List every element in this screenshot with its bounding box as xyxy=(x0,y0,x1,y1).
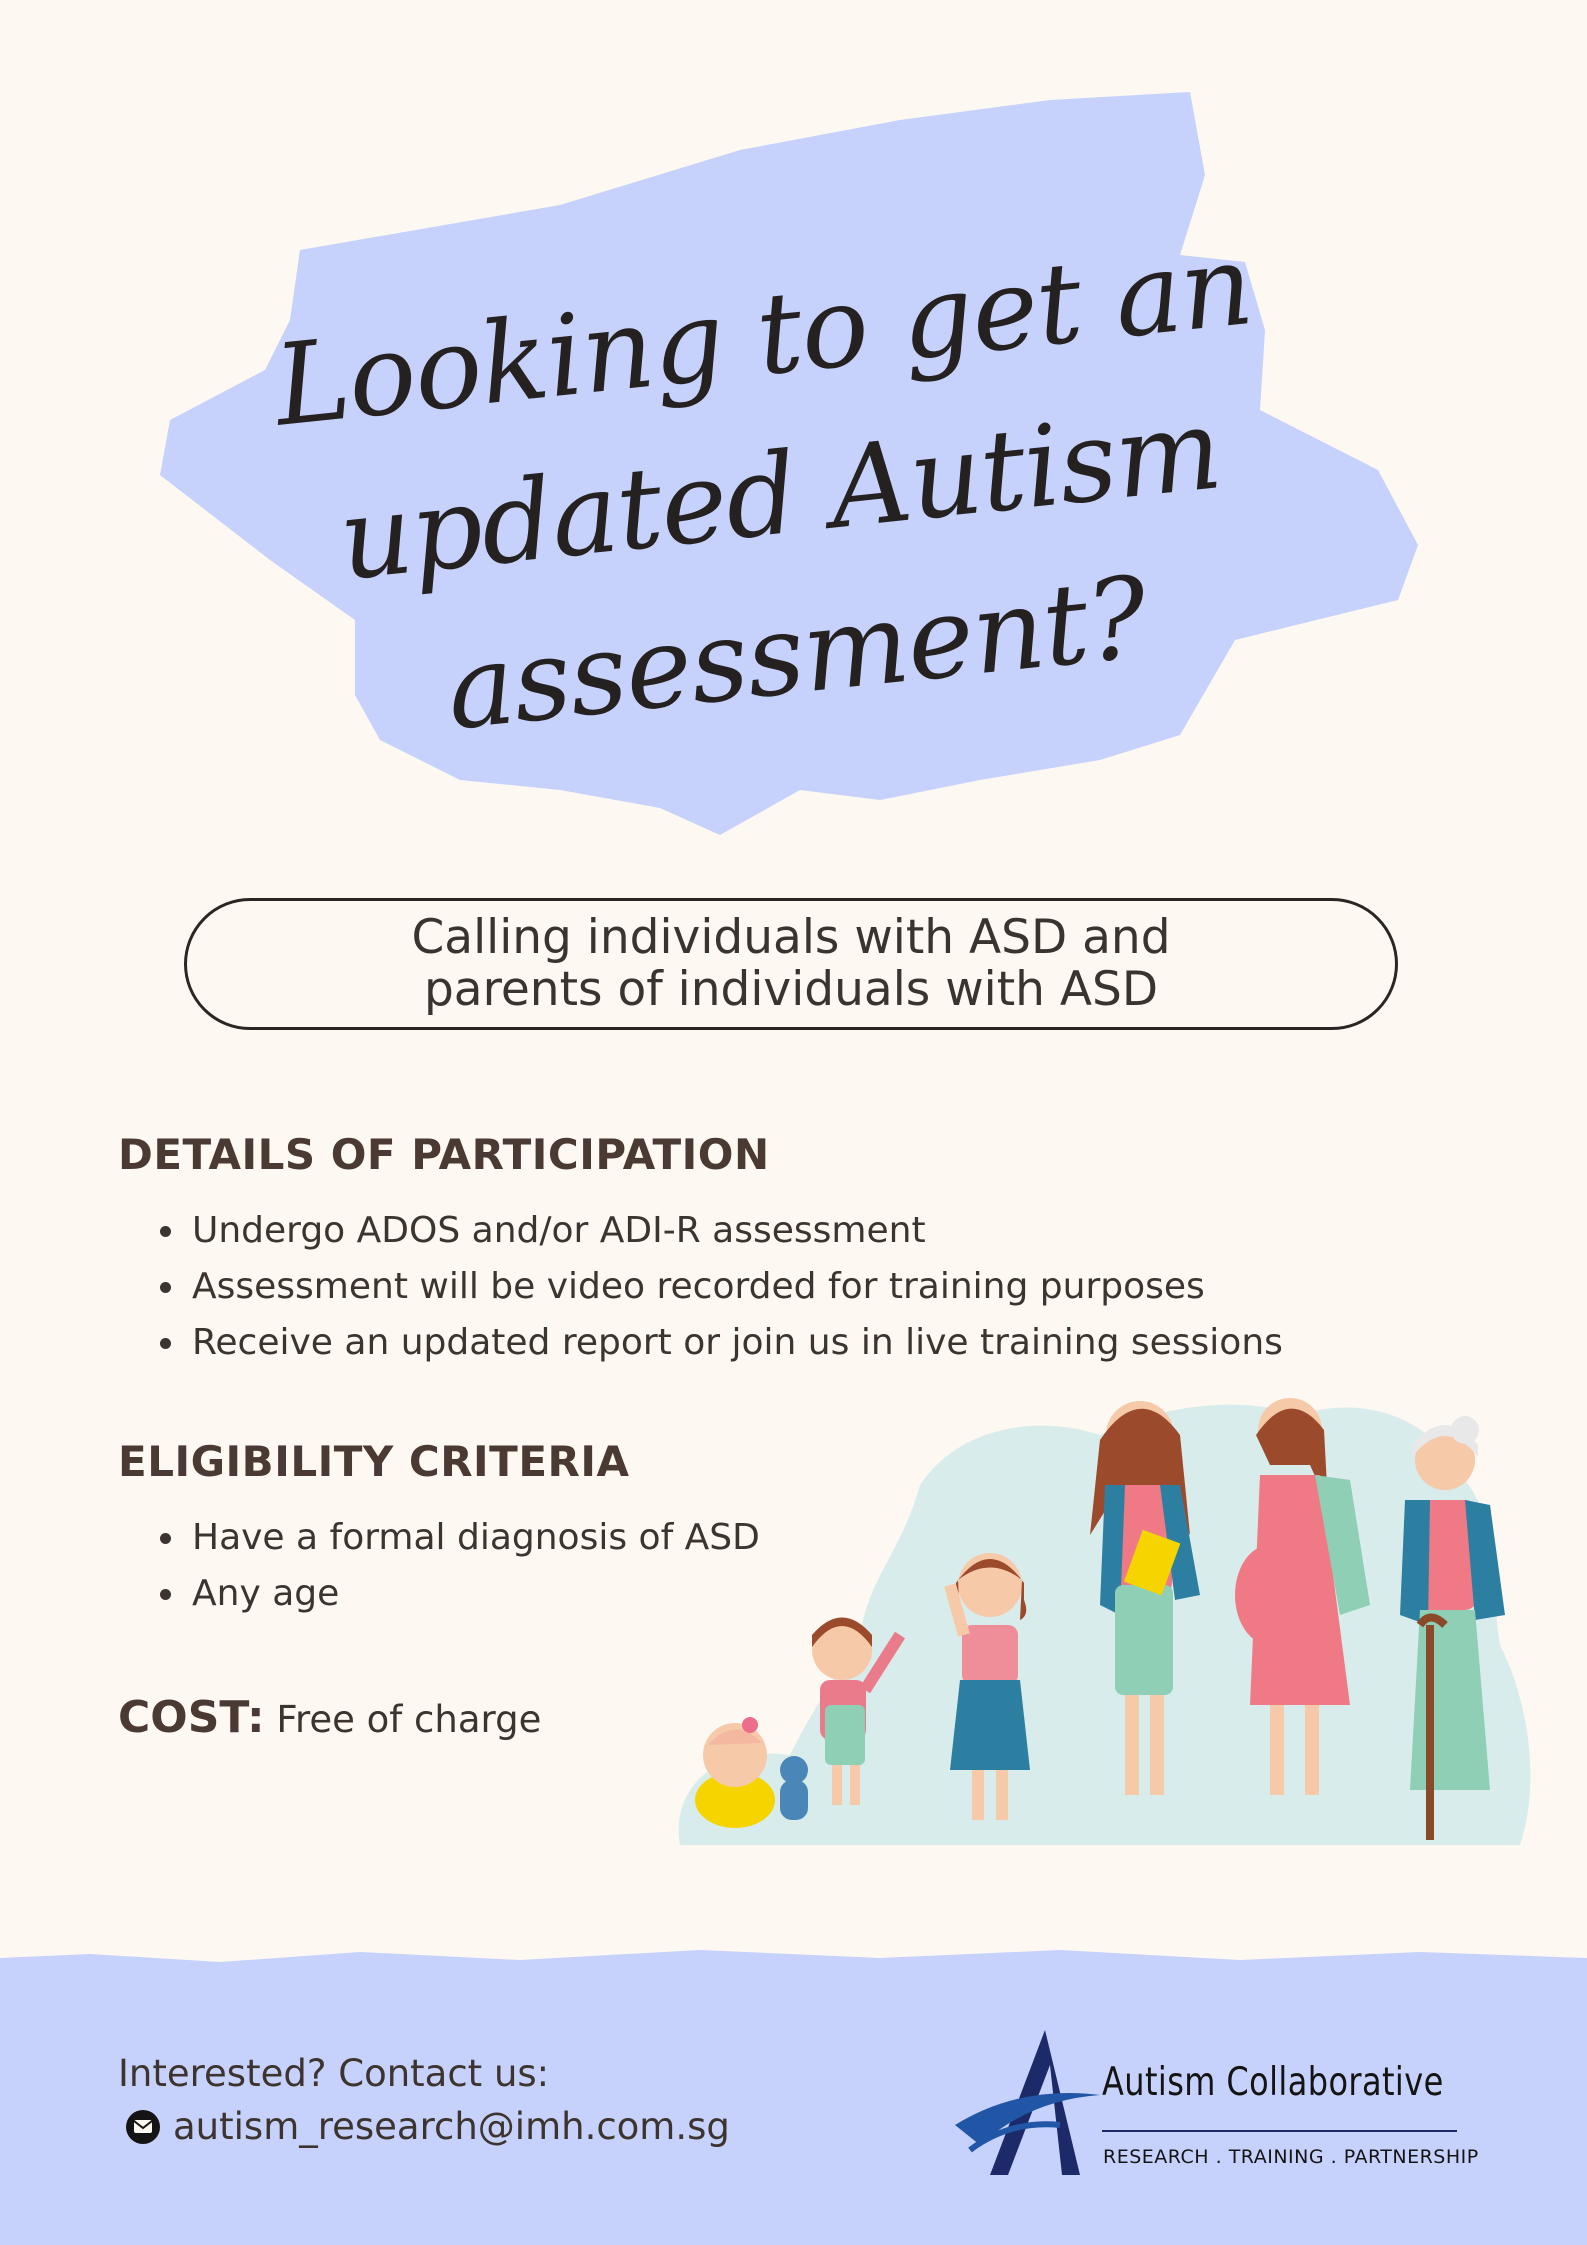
baby-figure xyxy=(695,1717,808,1828)
contact-email[interactable]: autism_research@imh.com.sg xyxy=(173,2105,730,2148)
headline: Looking to get an updated Autism assessment? xyxy=(268,219,1258,756)
age-stages-illustration xyxy=(660,1385,1540,1845)
contact-email-row[interactable] xyxy=(125,2105,730,2148)
cost-value: Free of charge xyxy=(276,1698,542,1741)
details-list xyxy=(150,1203,1283,1371)
eligibility-item: • Any age xyxy=(188,1566,760,1622)
logo-name: Autism Collaborative xyxy=(1102,2060,1444,2105)
cost-label: COST: xyxy=(118,1692,265,1743)
eligibility-item: • Have a formal diagnosis of ASD xyxy=(188,1510,760,1566)
target-audience-banner xyxy=(184,898,1398,1030)
eligibility-heading: ELIGIBILITY CRITERIA xyxy=(118,1437,630,1486)
cost-line xyxy=(118,1692,541,1743)
logo-tagline: RESEARCH . TRAINING . PARTNERSHIP xyxy=(1103,2146,1479,2168)
details-item: • Undergo ADOS and/or ADI-R assessment xyxy=(188,1203,1283,1259)
target-audience-line-2: parents of individuals with ASD xyxy=(423,962,1159,1017)
logo-divider xyxy=(1102,2130,1457,2132)
details-item: • Receive an updated report or join us in live training sessions xyxy=(188,1315,1283,1371)
details-item: • Assessment will be video recorded for training purposes xyxy=(188,1259,1283,1315)
autism-collaborative-logo-icon xyxy=(950,2025,1100,2185)
mail-icon xyxy=(125,2109,161,2145)
details-heading: DETAILS OF PARTICIPATION xyxy=(118,1130,770,1179)
contact-label: Interested? Contact us: xyxy=(118,2052,550,2095)
target-audience-line-1: Calling individuals with ASD and xyxy=(411,910,1171,965)
